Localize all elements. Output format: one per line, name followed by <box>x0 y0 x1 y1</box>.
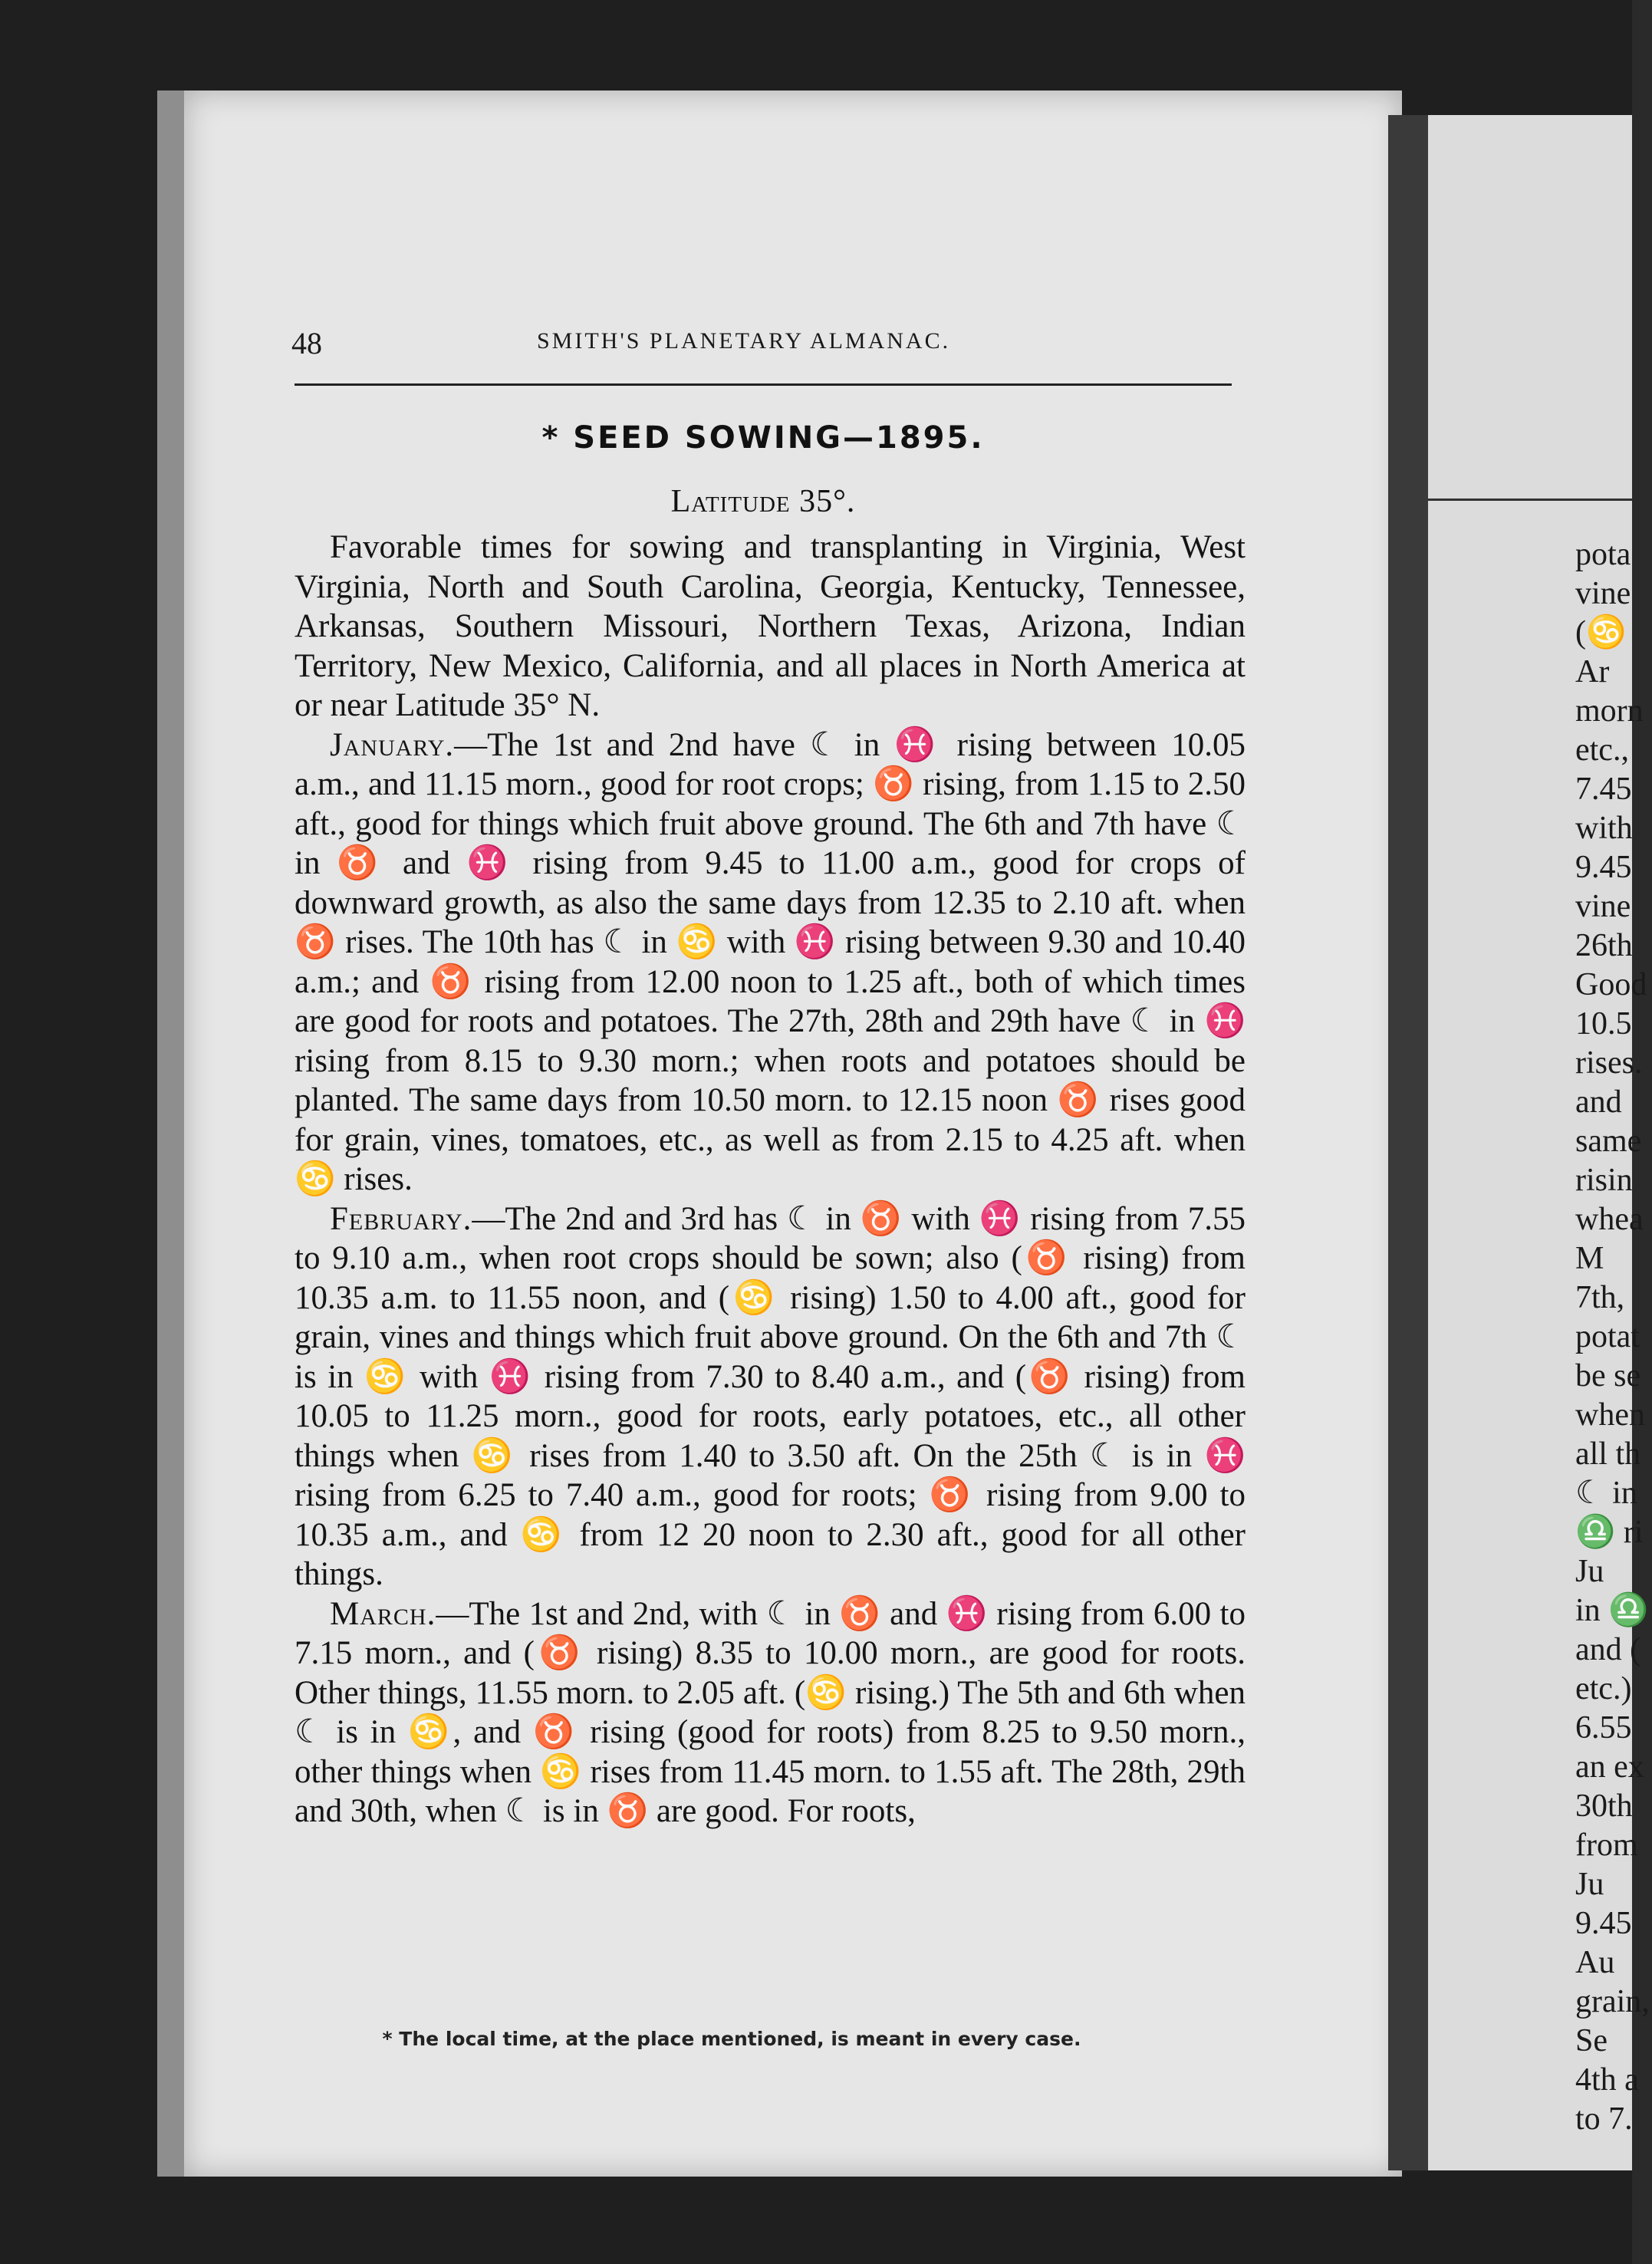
right-page-line: morn <box>1575 693 1644 729</box>
right-page-line: with <box>1575 811 1633 846</box>
month-text: —The 1st and 2nd, with ☾ in ♉ and ♓ rising from 6.00 to 7.15 morn., and (♉ rising) 8.35 to 10.00 morn., are good for roots. Other things, 11.55 morn. to 2.05 aft. (♋ rising.) The 5th and 6th when ☾ is in ♋, and ♉ rising (good for roots) from 8.25 to 9.50 morn., other things when ♋ rises from 11.45 morn. to 1.55 aft. The 28th, 29th and 30th, when ☾ is in ♉ are good. For roots, <box>295 1595 1246 1829</box>
right-page-line: and ( <box>1575 1632 1641 1667</box>
book-edge-left <box>157 90 188 2177</box>
right-page-line: Se <box>1575 2023 1608 2058</box>
right-page-line: all th <box>1575 1436 1641 1472</box>
right-page-line: 10.5 <box>1575 1006 1632 1042</box>
right-page-line: vine <box>1575 576 1631 611</box>
page-number: 48 <box>291 326 322 360</box>
right-page-line: pota <box>1575 537 1631 572</box>
right-page-line: grain, <box>1575 1984 1650 2019</box>
right-page-line: in ♎ <box>1575 1593 1649 1628</box>
month-paragraph-january <box>295 726 1246 1199</box>
right-page-line: 6.55 <box>1575 1710 1632 1746</box>
right-page-line: Ju <box>1575 1554 1604 1589</box>
running-title: SMITH'S PLANETARY ALMANAC. <box>537 328 951 354</box>
right-page-line: and <box>1575 1084 1622 1120</box>
month-name: January. <box>330 726 455 763</box>
right-page-line: be se <box>1575 1358 1641 1394</box>
month-text: —The 2nd and 3rd has ☾ in ♉ with ♓ rising from 7.55 to 9.10 a.m., when root crops should be sown; also (♉ rising) from 10.35 a.m. to 11.55 noon, and (♋ rising) 1.50 to 4.00 aft., good for grain, vines and things which fruit above ground. On the 6th and 7th ☾ is in ♋ with ♓ rising from 7.30 to 8.40 a.m., and (♉ rising) from 10.05 to 11.25 morn., good for roots, early potatoes, etc., all other things when ♋ rises from 1.40 to 3.50 aft. On the 25th ☾ is in ♓ rising from 6.25 to 7.40 a.m., good for roots; ♉ rising from 9.00 to 10.35 a.m., and ♋ from 12 20 noon to 2.30 aft., good for all other things. <box>295 1200 1246 1592</box>
right-page-line: 26th <box>1575 928 1633 963</box>
running-header <box>291 325 1235 364</box>
month-text: —The 1st and 2nd have ☾ in ♓ rising between 10.05 a.m., and 11.15 morn., good for root crops; ♉ rising, from 1.15 to 2.50 aft., good for things which fruit above ground. The 6th and 7th have ☾ in ♉ and ♓ rising from 9.45 to 11.00 a.m., good for crops of downward growth, as also the same days from 12.35 to 2.10 aft. when ♉ rises. The 10th has ☾ in ♋ with ♓ rising between 9.30 and 10.40 a.m.; and ♉ rising from 12.00 noon to 1.25 aft., both of which times are good for roots and potatoes. The 27th, 28th and 29th have ☾ in ♓ rising from 8.15 to 9.30 morn.; when roots and potatoes should be planted. The same days from 10.50 morn. to 12.15 noon ♉ rises good for grain, vines, tomatoes, etc., as well as from 2.15 to 4.25 aft. when ♋ rises. <box>295 726 1246 1197</box>
body-text <box>295 528 1246 1831</box>
month-name: February. <box>330 1200 472 1237</box>
right-page-line: ☾ in <box>1575 1476 1637 1511</box>
right-page-line: etc., <box>1575 732 1629 768</box>
footnote: * The local time, at the place mentioned, is meant in every case. <box>382 2028 1081 2050</box>
header-rule <box>295 383 1232 386</box>
right-page-line: risin <box>1575 1163 1633 1198</box>
right-page-line: from <box>1575 1828 1638 1863</box>
right-page-line: to 7. <box>1575 2101 1633 2137</box>
right-page-line: Ju <box>1575 1867 1604 1902</box>
right-page-text <box>1575 535 1652 2139</box>
right-page-line: 7th, <box>1575 1280 1625 1315</box>
right-page-fragment <box>1428 115 1650 2170</box>
month-paragraph-march <box>295 1594 1246 1831</box>
right-page-line: 4th a <box>1575 2062 1639 2098</box>
right-page-line: M <box>1575 1241 1604 1276</box>
right-page-line: potat <box>1575 1319 1640 1354</box>
right-page-line: Good <box>1575 967 1647 1002</box>
right-page-line: ♎ ri <box>1575 1515 1644 1550</box>
right-page-line: same <box>1575 1124 1642 1159</box>
intro-paragraph: Favorable times for sowing and transplanting in Virginia, West Virginia, North and South Carolina, Georgia, Kentucky, Tennessee, Arkansas, Southern Missouri, Northern Texas, Arizona, Indian Territory, New Mexico, California, and all places in North America at or near Latitude 35° N. <box>295 529 1246 723</box>
right-page-line: (♋ <box>1575 615 1627 650</box>
right-page-line: rises. <box>1575 1045 1643 1081</box>
month-paragraph-february <box>295 1199 1246 1594</box>
right-page-line: 9.45 <box>1575 850 1632 885</box>
book-gutter <box>1388 115 1434 2170</box>
right-page-line: whea <box>1575 1202 1644 1237</box>
right-page-line: 7.45 <box>1575 772 1632 807</box>
month-name: March. <box>330 1595 436 1632</box>
right-page-line: 9.45 <box>1575 1906 1632 1941</box>
right-page-line: 30th <box>1575 1788 1633 1824</box>
right-page-rule <box>1428 499 1632 501</box>
right-page-line: Au <box>1575 1945 1615 1980</box>
section-heading: * SEED SOWING—1895. <box>541 420 985 456</box>
right-page-line: etc.) <box>1575 1671 1632 1706</box>
right-page-line: when <box>1575 1397 1645 1433</box>
right-page-line: vine <box>1575 889 1631 924</box>
right-page-line: an ex <box>1575 1749 1644 1785</box>
latitude-subheading: Latitude 35°. <box>670 484 856 519</box>
right-page-line: Ar <box>1575 654 1610 689</box>
